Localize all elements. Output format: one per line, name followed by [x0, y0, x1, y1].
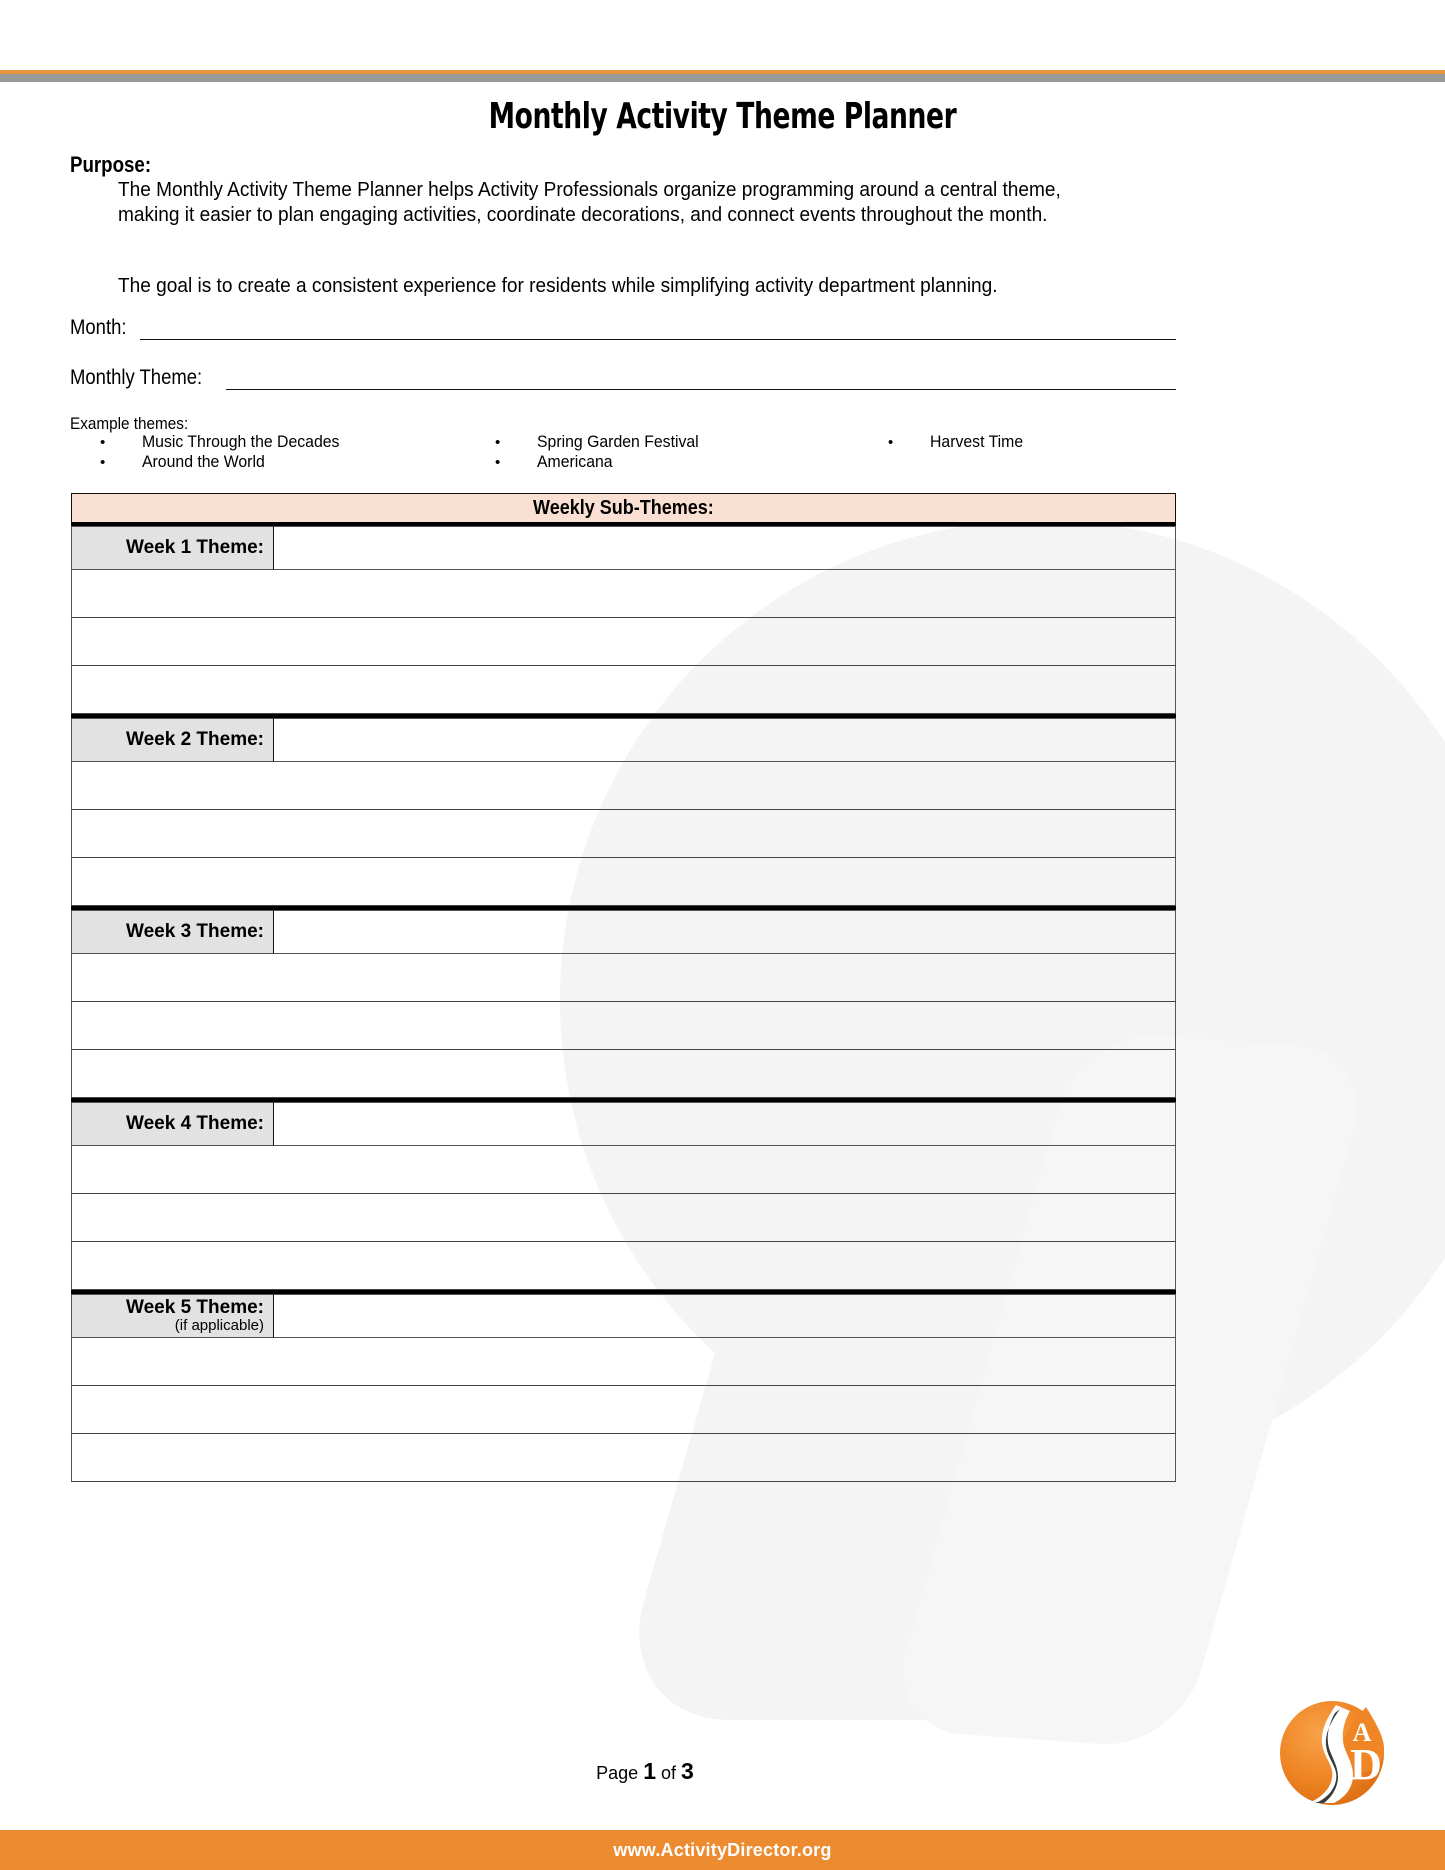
week-4-line-1[interactable] [71, 1146, 1176, 1194]
list-item [100, 432, 354, 452]
week-1-theme-input[interactable] [274, 526, 1176, 570]
week-block-5 [71, 1290, 1176, 1482]
week-2-line-1[interactable] [71, 762, 1176, 810]
bullet-icon: • [495, 454, 501, 471]
week-2-label-cell [71, 718, 274, 762]
week-4-theme-input[interactable] [274, 1102, 1176, 1146]
svg-text:A: A [1352, 1718, 1372, 1747]
week-block-4 [71, 1098, 1176, 1290]
example-themes-label: Example themes: [70, 414, 189, 433]
week-4-label: Week 4 Theme: [126, 1112, 264, 1134]
monthly-theme-field-input[interactable] [226, 369, 1176, 390]
week-block-1 [71, 526, 1176, 714]
week-2-line-2[interactable] [71, 810, 1176, 858]
list-item [495, 452, 711, 472]
bullet-icon: • [495, 434, 501, 451]
week-3-label: Week 3 Theme: [126, 920, 264, 942]
monthly-theme-field-label: Monthly Theme: [70, 366, 203, 389]
week-4-label-cell [71, 1102, 274, 1146]
week-3-label-cell [71, 910, 274, 954]
week-5-label: Week 5 Theme: [126, 1296, 264, 1318]
list-item [495, 432, 711, 452]
bullet-icon: • [100, 454, 106, 471]
footer-bar [0, 1830, 1445, 1870]
week-header-row [71, 1294, 1176, 1338]
week-4-line-2[interactable] [71, 1194, 1176, 1242]
month-field-row [70, 316, 1176, 340]
svg-text:D: D [1350, 1740, 1382, 1789]
bullet-icon: • [888, 434, 894, 451]
week-1-label: Week 1 Theme: [126, 536, 264, 558]
purpose-body-text: The Monthly Activity Theme Planner helps Activity Professionals organize programming around a central theme, making it easier to plan engaging activities, coordinate decorations, and connect events throughout the month. [118, 178, 1061, 226]
week-2-theme-input[interactable] [274, 718, 1176, 762]
activity-director-logo-icon [1274, 1693, 1394, 1813]
example-themes-column-3 [888, 432, 1030, 452]
weekly-sub-themes-header [71, 493, 1176, 526]
week-1-line-3[interactable] [71, 666, 1176, 714]
page-number [0, 1758, 1290, 1785]
month-field-label: Month: [70, 316, 127, 339]
page-word: Page [596, 1763, 639, 1783]
week-5-label-cell [71, 1294, 274, 1338]
page-current: 1 [643, 1758, 656, 1784]
month-field-input[interactable] [140, 319, 1176, 340]
list-item [100, 452, 354, 472]
week-header-row [71, 910, 1176, 954]
week-3-line-2[interactable] [71, 1002, 1176, 1050]
week-header-row [71, 718, 1176, 762]
week-3-line-3[interactable] [71, 1050, 1176, 1098]
week-2-label: Week 2 Theme: [126, 728, 264, 750]
week-1-line-2[interactable] [71, 618, 1176, 666]
example-theme-text: Spring Garden Festival [537, 432, 699, 451]
list-item [888, 432, 1030, 452]
week-5-line-2[interactable] [71, 1386, 1176, 1434]
example-themes-column-2 [495, 432, 711, 472]
page-total: 3 [681, 1758, 694, 1784]
week-4-line-3[interactable] [71, 1242, 1176, 1290]
weekly-sub-themes-table [71, 493, 1176, 1482]
top-gray-rule [0, 74, 1445, 82]
example-theme-text: Americana [537, 452, 613, 471]
purpose-goal-text: The goal is to create a consistent experience for residents while simplifying activity department planning. [118, 274, 998, 297]
week-5-theme-input[interactable] [274, 1294, 1176, 1338]
week-block-2 [71, 714, 1176, 906]
week-header-row [71, 1102, 1176, 1146]
week-5-line-1[interactable] [71, 1338, 1176, 1386]
week-3-line-1[interactable] [71, 954, 1176, 1002]
bullet-icon: • [100, 434, 106, 451]
page-title: Monthly Activity Theme Planner [488, 96, 957, 137]
purpose-label: Purpose: [70, 152, 152, 177]
of-word: of [661, 1763, 677, 1783]
example-themes-column-1 [100, 432, 354, 472]
week-block-3 [71, 906, 1176, 1098]
week-3-theme-input[interactable] [274, 910, 1176, 954]
week-1-line-1[interactable] [71, 570, 1176, 618]
example-theme-text: Music Through the Decades [142, 432, 340, 451]
example-theme-text: Around the World [142, 452, 265, 471]
footer-website-url[interactable]: www.ActivityDirector.org [613, 1839, 832, 1860]
example-theme-text: Harvest Time [930, 432, 1024, 451]
monthly-theme-field-row [70, 366, 1176, 390]
week-5-sublabel: (if applicable) [174, 1316, 264, 1334]
week-5-line-3[interactable] [71, 1434, 1176, 1482]
week-2-line-3[interactable] [71, 858, 1176, 906]
week-1-label-cell [71, 526, 274, 570]
weekly-sub-themes-header-label: Weekly Sub-Themes: [533, 497, 714, 519]
week-header-row [71, 526, 1176, 570]
